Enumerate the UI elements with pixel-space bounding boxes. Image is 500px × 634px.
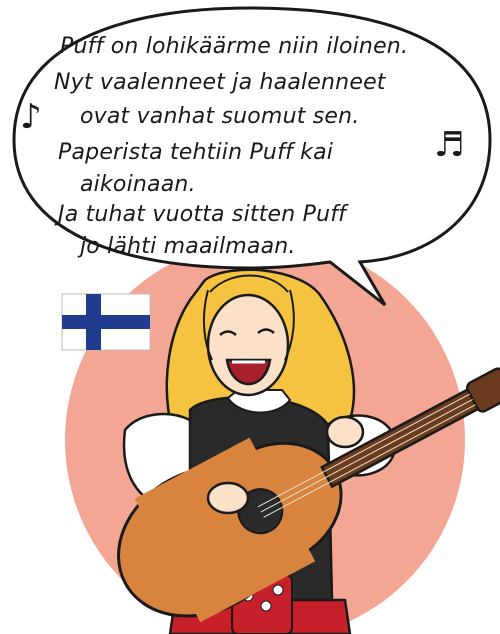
lyric-line-7: jo lähti maailmaan. [80, 234, 296, 259]
lyric-line-3: ovat vanhat suomut sen. [80, 104, 360, 129]
lyric-line-6: Ja tuhat vuotta sitten Puff [58, 202, 347, 227]
lyric-line-5: aikoinaan. [80, 172, 196, 197]
lyric-line-2: Nyt vaalenneet ja haalenneet [54, 70, 386, 95]
lyric-line-1: Puff on lohikäärme niin iloinen. [60, 34, 409, 59]
music-notes-icon: ♬ [434, 125, 465, 165]
fretting-hand [327, 417, 363, 447]
lyric-line-4: Paperista tehtiin Puff kai [58, 140, 334, 165]
finland-flag-icon [62, 294, 150, 350]
strumming-hand [208, 483, 248, 513]
music-note-icon: ♪ [20, 97, 42, 137]
